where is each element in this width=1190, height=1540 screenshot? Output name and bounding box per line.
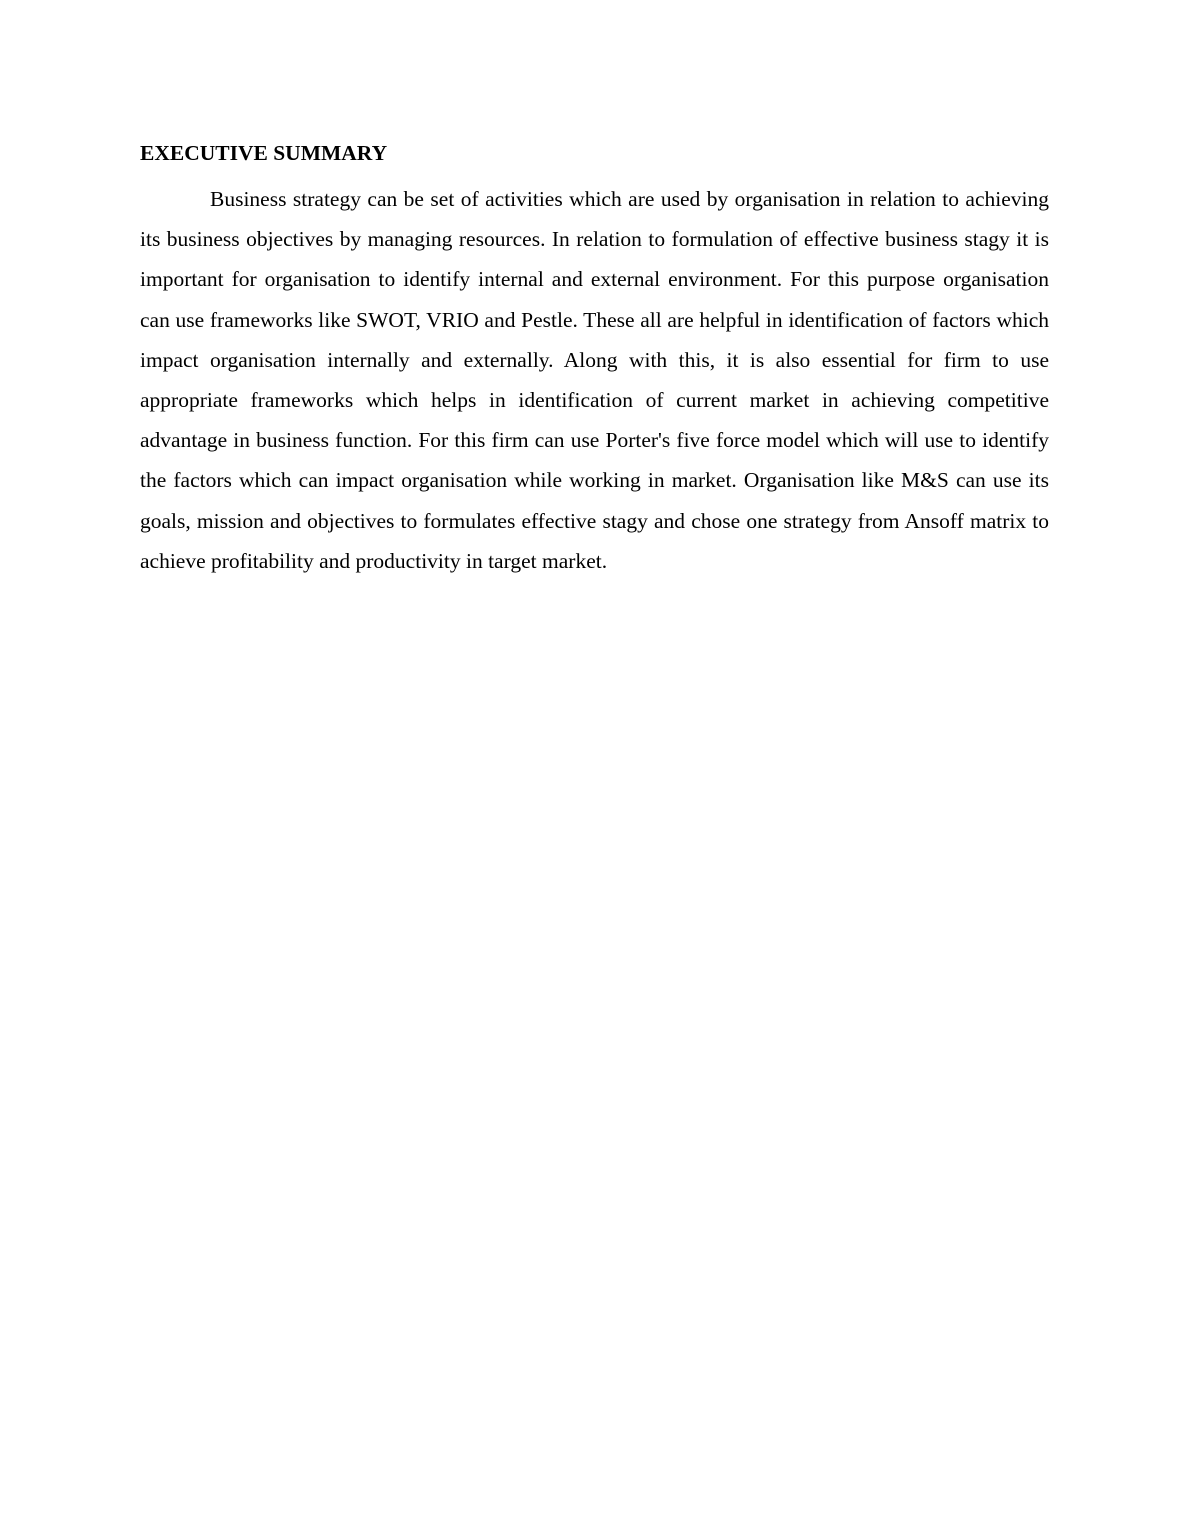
summary-paragraph: Business strategy can be set of activities which are used by organisation in relation to achieving its business objectives by managing resources. In relation to formulation of effective business stagy it is important for organisation to identify internal and external environment. For this purpose organisation can use frameworks like SWOT, VRIO and Pestle. These all are helpful in identification of factors which impact organisation internally and externally. Along with this, it is also essential for firm to use appropriate frameworks which helps in identification of current market in achieving competitive advantage in business function. For this firm can use Porter's five force model which will use to identify the factors which can impact organisation while working in market. Organisation like M&S can use its goals, mission and objectives to formulates effective stagy and chose one strategy from Ansoff matrix to achieve profitability and productivity in target market. [140, 187, 1049, 573]
document-content [140, 138, 1049, 581]
section-heading: EXECUTIVE SUMMARY [140, 141, 388, 165]
